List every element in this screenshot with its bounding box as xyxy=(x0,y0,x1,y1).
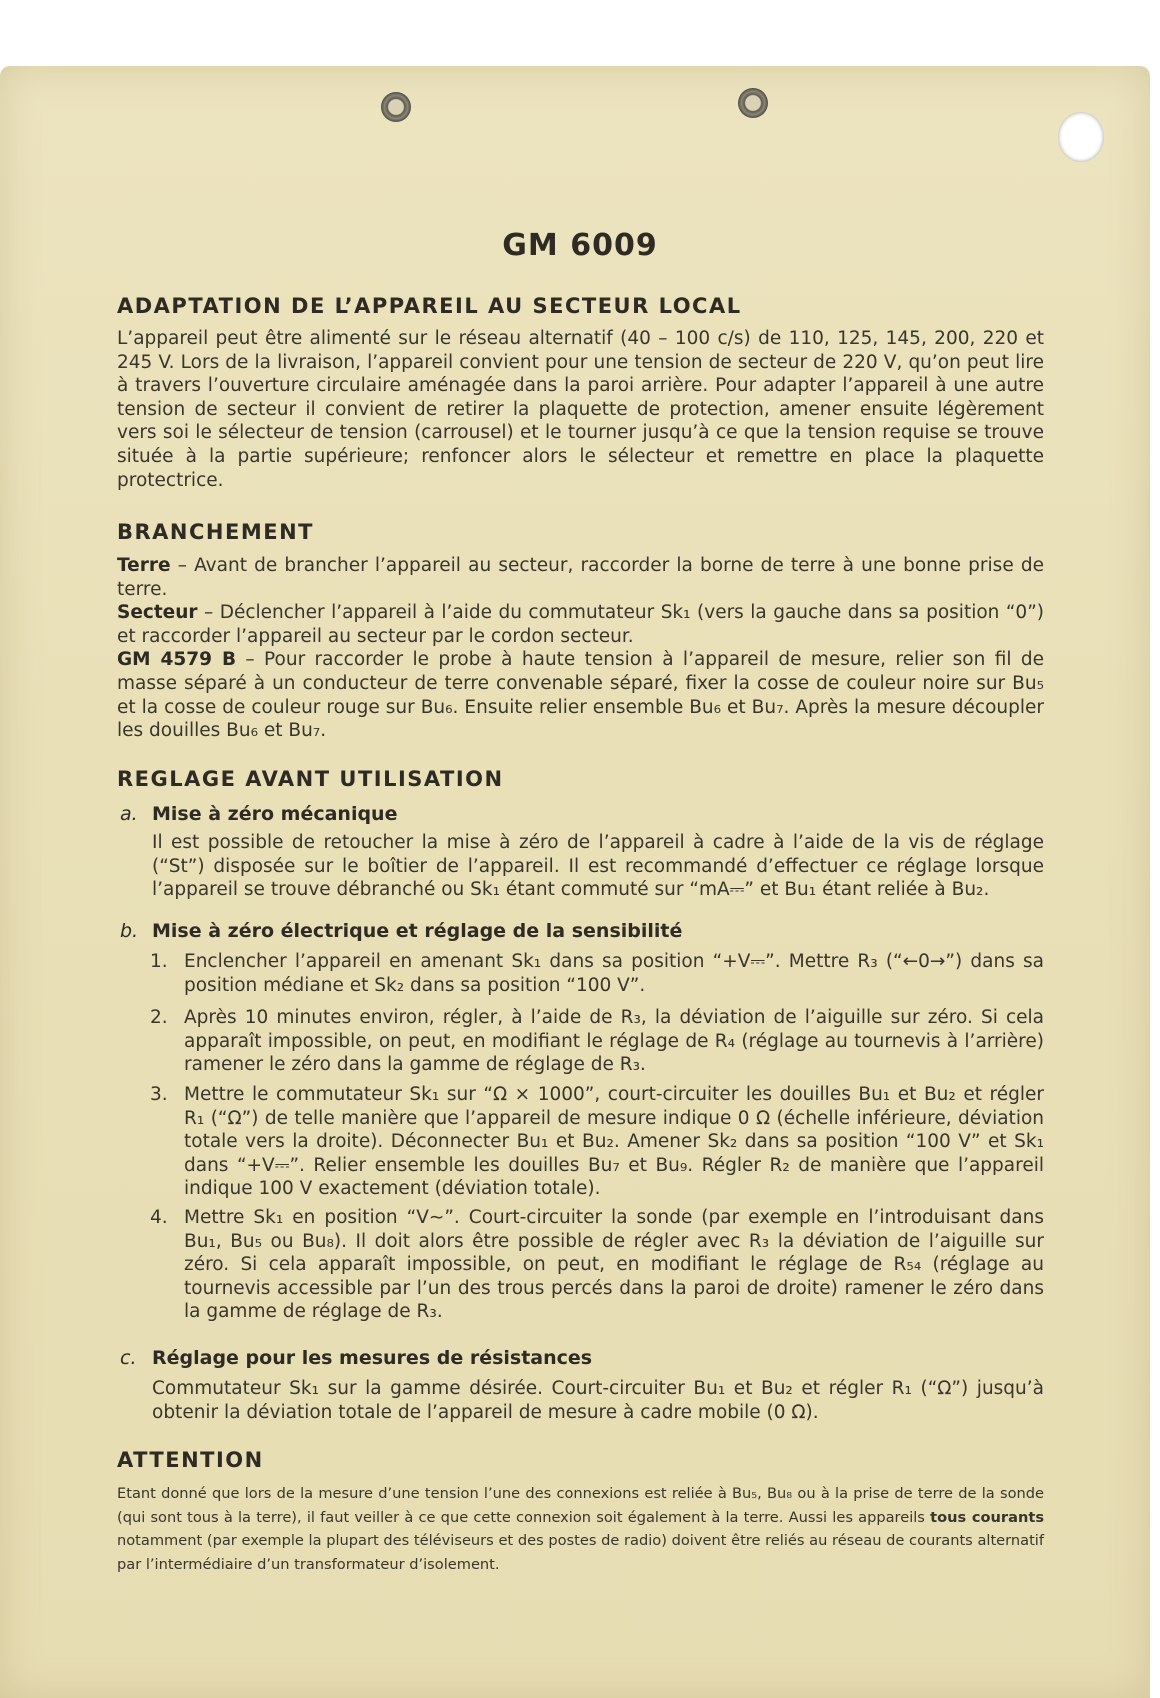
list-item-2-number: 2. xyxy=(150,1007,168,1028)
subheading-a xyxy=(120,803,397,825)
punched-hole xyxy=(1058,112,1104,162)
binder-eyelet-left xyxy=(381,92,411,122)
subheading-c xyxy=(120,1347,592,1369)
binder-eyelet-right xyxy=(738,88,768,118)
list-item-2 xyxy=(150,1006,1044,1077)
heading-adaptation: ADAPTATION DE L’APPAREIL AU SECTEUR LOCAL xyxy=(117,294,742,318)
text-terre: – Avant de brancher l’appareil au secteur, raccorder la borne de terre à une bonne prise de terre. xyxy=(117,555,1044,600)
subheading-b-letter: b. xyxy=(120,920,139,942)
subheading-a-letter: a. xyxy=(120,803,138,825)
document-title: GM 6009 xyxy=(502,228,658,263)
paragraph-c: Commutateur Sk₁ sur la gamme désirée. Court-circuiter Bu₁ et Bu₂ et régler R₁ (“Ω”) jusqu’à obtenir la déviation totale de l’appareil de mesure à cadre mobile (0 Ω). xyxy=(152,1378,1044,1423)
heading-branchement: BRANCHEMENT xyxy=(117,520,314,544)
list-item-3-text: Mettre le commutateur Sk₁ sur “Ω × 1000”, court-circuiter les douilles Bu₁ et Bu₂ et régler R₁ (“Ω”) de telle manière que l’appareil de mesure indique 0 Ω (échelle inférieure, déviation totale vers la droite). Déconnecter Bu₁ et Bu₂. Amener Sk₂ dans sa position “100 V” et Sk₁ dans “+V⎓”. Relier ensemble les douilles Bu₇ et Bu₉. Régler R₂ de manière que l’appareil indique 100 V exactement (déviation totale). xyxy=(184,1084,1044,1200)
paragraph-attention xyxy=(117,1482,1044,1576)
text-secteur: – Déclencher l’appareil à l’aide du commutateur Sk₁ (vers la gauche dans sa position “0”) et raccorder l’appareil au secteur par le cordon secteur. xyxy=(117,602,1044,647)
paragraph-branchement xyxy=(117,554,1044,743)
list-item-4 xyxy=(150,1206,1044,1324)
list-item-2-text: Après 10 minutes environ, régler, à l’aide de R₃, la déviation de l’aiguille sur zéro. Si cela apparaît impossible, on peut, en modifiant le réglage de R₄ (réglage au tournevis à l’arrière) ramener le zéro dans la gamme de réglage de R₃. xyxy=(184,1007,1044,1076)
list-item-3-number: 3. xyxy=(150,1084,168,1105)
label-secteur: Secteur xyxy=(117,602,198,624)
attention-text-before: Etant donné que lors de la mesure d’une tension l’une des connexions est reliée à Bu₅, Bu₈ ou à la prise de terre de la sonde (qui sont tous à la terre), il faut veiller à ce que cette connexion soit également à la terre. Aussi les appareils xyxy=(117,1485,1044,1526)
list-item-4-text: Mettre Sk₁ en position “V∼”. Court-circuiter la sonde (par exemple en l’introduisant dans Bu₁, Bu₅ ou Bu₈). Il doit alors être possible de régler avec R₃ la déviation de l’aiguille sur zéro. Si cela apparaît impossible, on peut, en modifiant le réglage de R₅₄ (réglage au tournevis accessible par l’un des trous percés dans la paroi de droite) ramener le zéro dans la gamme de réglage de R₃. xyxy=(184,1207,1044,1323)
attention-text-after: notamment (par exemple la plupart des téléviseurs et des postes de radio) doivent être reliés au réseau de courants alternatif par l’intermédiaire d’un transformateur d’isolement. xyxy=(117,1532,1044,1573)
label-terre: Terre xyxy=(117,555,171,576)
heading-attention: ATTENTION xyxy=(117,1448,264,1472)
paragraph-adaptation: L’appareil peut être alimenté sur le réseau alternatif (40 – 100 c/s) de 110, 125, 145, 200, 220 et 245 V. Lors de la livraison, l’appareil convient pour une tension de secteur de 220 V, qu’on peut lire à travers l’ouverture circulaire aménagée dans la paroi arrière. Pour adapter l’appareil à une autre tension de secteur il convient de retirer la plaquette de protection, amener ensuite légèrement vers soi le sélecteur de tension (carrousel) et le tourner jusqu’à ce que la tension requise se trouve située à la partie supérieure; renfoncer alors le sélecteur et remettre en place la plaquette protectrice. xyxy=(117,328,1044,491)
label-gm-4579b: GM 4579 B xyxy=(117,649,237,671)
list-item-1-number: 1. xyxy=(150,951,168,972)
paragraph-a: Il est possible de retoucher la mise à zéro de l’appareil à cadre à l’aide de la vis de réglage (“St”) disposée sur le boîtier de l’appareil. Il est recommandé d’effectuer ce réglage lorsque l’appareil se trouve débranché ou Sk₁ étant commuté sur “mA⎓” et Bu₁ étant reliée à Bu₂. xyxy=(152,832,1044,901)
subheading-c-title: Réglage pour les mesures de résistances xyxy=(152,1347,593,1369)
subheading-b-title: Mise à zéro électrique et réglage de la sensibilité xyxy=(152,920,683,942)
list-item-3 xyxy=(150,1083,1044,1201)
attention-text-bold: tous courants xyxy=(930,1508,1045,1526)
heading-reglage: REGLAGE AVANT UTILISATION xyxy=(117,767,504,791)
list-item-4-number: 4. xyxy=(150,1207,168,1228)
subheading-a-title: Mise à zéro mécanique xyxy=(152,803,398,825)
list-item-1 xyxy=(150,950,1044,997)
list-item-1-text: Enclencher l’appareil en amenant Sk₁ dans sa position “+V⎓”. Mettre R₃ (“←0→”) dans sa position médiane et Sk₂ dans sa position “100 V”. xyxy=(184,951,1044,996)
subheading-b xyxy=(120,920,682,942)
subheading-c-letter: c. xyxy=(120,1347,137,1369)
text-gm-4579b: – Pour raccorder le probe à haute tension à l’appareil de mesure, relier son fil de masse séparé à un conducteur de terre convenable séparé, fixer la cosse de couleur noire sur Bu₅ et la cosse de couleur rouge sur Bu₆. Ensuite relier ensemble Bu₆ et Bu₇. Après la mesure découpler les douilles Bu₆ et Bu₇. xyxy=(117,649,1044,742)
